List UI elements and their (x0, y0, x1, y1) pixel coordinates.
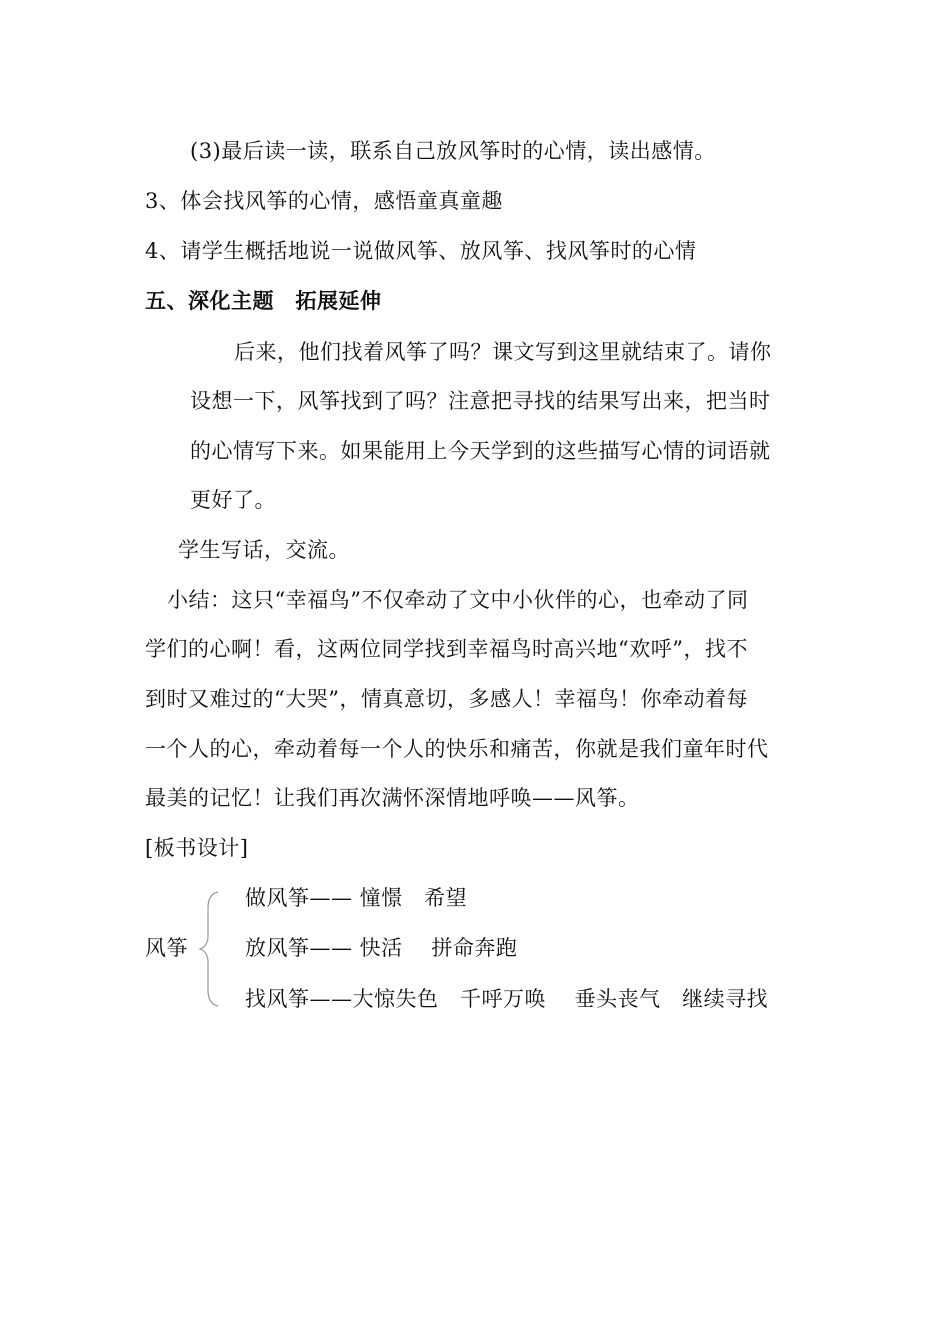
summary-line-1: 小结：这只“幸福鸟”不仅牵动了文中小伙伴的心，也牵动了同 (167, 588, 749, 612)
section-heading-5: 五、深化主题 拓展延伸 (145, 289, 382, 313)
summary-line-4: 一个人的心，牵动着每一个人的快乐和痛苦，你就是我们童年时代 (145, 737, 769, 761)
board-row-find-kite: 找风筝——大惊失色 千呼万唤 垂头丧气 继续寻找 (245, 987, 769, 1011)
board-root: 风筝 (145, 936, 188, 960)
board-design-label: [板书设计] (145, 836, 249, 860)
brace-icon (198, 890, 220, 1008)
board-row-fly-kite: 放风筝—— 快活 拼命奔跑 (245, 936, 518, 960)
board-row-make-kite: 做风筝—— 憧憬 希望 (245, 886, 468, 910)
summary-line-3: 到时又难过的“大哭”，情真意切，多感人！幸福鸟！你牵动着每 (145, 687, 748, 711)
summary-line-5: 最美的记忆！让我们再次满怀深情地呼唤——风筝。 (145, 786, 640, 810)
item-3: 3、体会找风筝的心情，感悟童真童趣 (145, 189, 503, 213)
student-writing-note: 学生写话，交流。 (178, 538, 350, 562)
extension-para-line-2: 设想一下，风筝找到了吗？注意把寻找的结果写出来，把当时 (190, 389, 771, 413)
step-3-read-with-emotion: (3)最后读一读，联系自己放风筝时的心情，读出感情。 (190, 139, 716, 163)
extension-para-line-1: 后来，他们找着风筝了吗？课文写到这里就结束了。请你 (234, 340, 772, 364)
summary-line-2: 学们的心啊！看，这两位同学找到幸福鸟时高兴地“欢呼”，找不 (145, 637, 748, 661)
extension-para-line-4: 更好了。 (190, 488, 276, 512)
extension-para-line-3: 的心情写下来。如果能用上今天学到的这些描写心情的词语就 (190, 439, 771, 463)
item-4: 4、请学生概括地说一说做风筝、放风筝、找风筝时的心情 (145, 239, 697, 263)
